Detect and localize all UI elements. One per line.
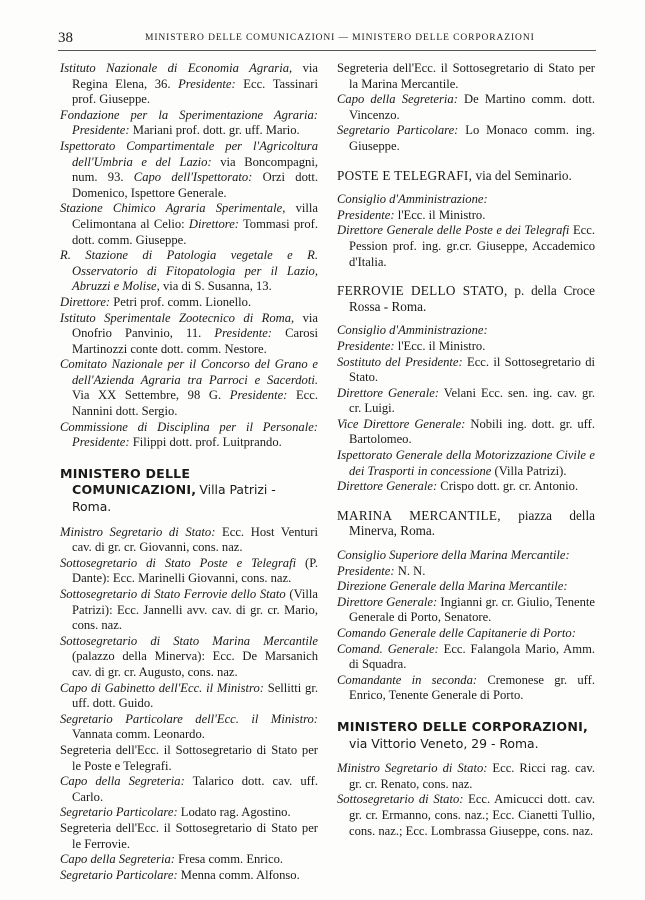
entry-title: Ministro Segretario di Stato: <box>337 761 488 776</box>
directory-entry <box>337 208 595 224</box>
entry-title: Segretario Particolare: <box>60 805 178 820</box>
directory-entry <box>337 761 595 792</box>
directory-entry <box>337 626 595 642</box>
section-name: MARINA MERCANTILE, <box>337 507 501 523</box>
directory-entry <box>337 92 595 123</box>
entry-text: Segreteria dell'Ecc. il Sottosegretario di Stato per le Poste e Telegrafi. <box>60 742 318 773</box>
entry-text: Segreteria dell'Ecc. il Sottosegretario di Stato per la Marina Mercantile. <box>337 61 595 91</box>
directory-entry <box>337 792 595 839</box>
directory-entry <box>60 525 318 556</box>
directory-entry <box>337 223 595 270</box>
directory-entry <box>337 192 595 208</box>
directory-entry <box>337 448 595 479</box>
left-column <box>60 61 318 883</box>
entry-text: Vannata comm. Leonardo. <box>72 727 205 742</box>
entry-text: Lo Monaco comm. ing. Giuseppe. <box>349 123 595 153</box>
entry-text: Ecc. Ricci rag. cav. gr. cr. Renato, cons. naz. <box>349 761 595 791</box>
directory-entry <box>337 479 595 495</box>
entry-title: Comand. Generale: <box>337 641 439 656</box>
entry-text: via Regina Elena, 36. <box>72 61 318 91</box>
directory-entry <box>337 417 595 448</box>
entry-text: Crispo dott. gr. cr. Antonio. <box>437 479 579 494</box>
entry-title: Presidente: <box>337 563 395 578</box>
entry-text: De Martino comm. dott. Vincenzo. <box>349 92 595 122</box>
directory-entry <box>337 673 595 704</box>
running-head: MINISTERO DELLE COMUNICAZIONI — MINISTERO DELLE CORPORAZIONI <box>145 33 535 43</box>
directory-entry <box>60 248 318 295</box>
entry-text: via di S. Susanna, 13. <box>159 279 272 294</box>
entry-title: Direttore: <box>188 216 239 231</box>
entry-title: Direttore Generale: <box>337 594 438 609</box>
entry-title: Istituto Sperimentale Zootecnico di Roma, <box>60 310 295 325</box>
entry-text: via Onofrio Panvinio, 11. <box>72 310 318 341</box>
entry-title: Ispettorato Compartimentale per l'Agricoltura dell'Umbria e del Lazio: <box>60 138 318 169</box>
entry-text: Ecc. Pession prof. ing. gr.cr. Giuseppe, Accademico d'Italia. <box>349 223 595 269</box>
entry-title: Stazione Chimico Agraria Sperimentale, <box>60 201 286 216</box>
section-heading <box>337 168 595 184</box>
entry-title: Presidente: <box>337 338 395 353</box>
section-address: piazza della Minerva, Roma. <box>349 507 595 539</box>
directory-entry <box>337 564 595 580</box>
section-name: FERROVIE DELLO STATO, <box>337 283 508 299</box>
directory-entry <box>60 743 318 774</box>
entry-title: Segretario Particolare dell'Ecc. il Ministro: <box>60 711 318 726</box>
entry-title: R. Stazione di Patologia vegetale e R. Osservatorio di Fitopatologia per il Lazio, Abruzzi e Molise, <box>60 248 318 294</box>
entry-title: Segretario Particolare: <box>337 123 459 138</box>
entry-text: Carosi Martinozzi conte dott. comm. Nestore. <box>72 326 318 356</box>
directory-entry <box>337 642 595 673</box>
section-name: POSTE E TELEGRAFI, <box>337 167 473 183</box>
entry-text: Petri prof. comm. Lionello. <box>110 294 252 309</box>
entry-text: Orzi dott. Domenico, Ispettore Generale. <box>72 170 319 200</box>
directory-entry <box>60 357 318 419</box>
entry-title: Fondazione per la Sperimentazione Agraria: Presidente: <box>60 107 318 138</box>
directory-entry <box>60 774 318 805</box>
directory-entry <box>60 420 318 451</box>
entry-text: Mariani prof. dott. gr. uff. Mario. <box>129 123 300 138</box>
entry-text: N. N. <box>394 563 426 578</box>
directory-entry <box>60 139 318 201</box>
entry-title: Ispettorato Generale della Motorizzazione Civile e dei Trasporti in concessione <box>337 448 595 478</box>
entry-text: Via XX Settembre, 98 G. <box>72 388 230 403</box>
ministry-name: MINISTERO DELLE CORPORAZIONI, <box>337 718 588 734</box>
entry-text: Ecc. Nannini dott. Sergio. <box>72 388 318 419</box>
entry-text: Nobili ing. dott. gr. uff. Bartolomeo. <box>349 416 595 447</box>
entry-title: Sottosegretario di Stato Marina Mercantile <box>60 633 318 648</box>
entry-text: Segreteria dell'Ecc. il Sottosegretario di Stato per le Ferrovie. <box>60 820 318 851</box>
entry-title: Segretario Particolare: <box>60 867 178 882</box>
entry-text: Fresa comm. Enrico. <box>174 852 284 867</box>
entry-title: Direttore Generale: <box>337 385 440 400</box>
entry-title: Presidente: <box>229 388 288 403</box>
entry-title: Direttore Generale: <box>337 479 438 494</box>
entry-text: Sellitti gr. uff. dott. Guido. <box>72 680 318 711</box>
entry-text: Ecc. Amicucci dott. cav. gr. cr. Ermanno, cons. naz.; Ecc. Cianetti Tullio, cons. naz.; Ecc. Lombrassa Giuseppe, cons. naz. <box>349 792 595 838</box>
entry-text: Ecc. Tassinari prof. Giuseppe. <box>72 76 318 107</box>
entry-title: Direzione Generale della Marina Mercantile: <box>337 579 568 594</box>
directory-entry <box>337 386 595 417</box>
entry-text: Velani Ecc. sen. ing. cav. gr. cr. Luigi. <box>349 385 595 416</box>
entry-title: Comandante in seconda: <box>337 672 478 687</box>
entry-text: Cremonese gr. uff. Enrico, Tenente Generale di Porto. <box>349 672 595 703</box>
directory-entry <box>337 61 595 92</box>
ministry-heading <box>60 466 318 516</box>
entry-title: Ministro Segretario di Stato: <box>60 524 216 539</box>
entry-title: Capo della Segreteria: <box>337 92 458 107</box>
directory-entry <box>60 295 318 311</box>
entry-text: via Boncompagni, num. 93. <box>72 154 318 185</box>
entry-text: Ecc. Falangola Mario, Amm. di Squadra. <box>349 641 596 672</box>
section-heading <box>337 508 595 539</box>
entry-title: Presidente: <box>178 76 236 91</box>
entry-text: Filippi dott. prof. Luitprando. <box>129 435 282 450</box>
entry-title: Sottosegretario di Stato: <box>337 792 464 807</box>
entry-title: Sottosegretario di Stato Ferrovie dello Stato <box>60 587 286 601</box>
entry-title: Istituto Nazionale di Economia Agraria, <box>60 61 293 75</box>
entry-text: Talarico dott. cav. uff. Carlo. <box>72 774 318 804</box>
entry-title: Presidente: <box>337 207 395 222</box>
directory-entry <box>60 587 318 634</box>
directory-entry <box>60 821 318 852</box>
entry-text: Ecc. il Sottosegretario di Stato. <box>349 354 595 385</box>
entry-title: Capo della Segreteria: <box>60 852 175 867</box>
directory-entry <box>60 712 318 743</box>
entry-title: Consiglio Superiore della Marina Mercantile: <box>337 548 570 563</box>
directory-entry <box>60 681 318 712</box>
ministry-name: MINISTERO DELLE COMUNICAZIONI, <box>60 465 197 498</box>
directory-entry <box>337 339 595 355</box>
entry-text: (Villa Patrizi): Ecc. Jannelli avv. cav. di gr. cr. Mario, cons. naz. <box>72 587 318 633</box>
directory-entry <box>60 852 318 868</box>
directory-entry <box>60 805 318 821</box>
directory-entry <box>337 355 595 386</box>
directory-entry <box>337 579 595 595</box>
entry-title: Vice Direttore Generale: <box>337 416 466 431</box>
header-rule <box>58 50 596 51</box>
entry-title: Direttore: <box>60 294 111 309</box>
entry-text: Ingianni gr. cr. Giulio, Tenente Generale di Porto, Senatore. <box>349 594 595 625</box>
section-address: p. della Croce Rossa - Roma. <box>349 283 595 314</box>
entry-text: villa Celimontana al Celio: <box>72 201 318 231</box>
directory-entry <box>337 548 595 564</box>
ministry-address: via Vittorio Veneto, 29 - Roma. <box>349 735 539 751</box>
entry-title: Comando Generale delle Capitanerie di Porto: <box>337 626 576 640</box>
section-address: via del Seminario. <box>472 167 572 183</box>
ministry-address: Villa Patrizi - Roma. <box>72 482 276 515</box>
directory-entry <box>60 634 318 681</box>
directory-entry <box>337 323 595 339</box>
entry-text: l'Ecc. il Ministro. <box>394 338 486 353</box>
directory-entry <box>60 556 318 587</box>
entry-title: Capo della Segreteria: <box>60 774 185 789</box>
directory-entry <box>60 868 318 884</box>
directory-entry <box>60 201 318 248</box>
directory-entry <box>337 595 595 626</box>
entry-title: Sostituto del Presidente: <box>337 354 463 369</box>
entry-text: (Villa Patrizi). <box>491 463 567 478</box>
entry-title: Consiglio d'Amministrazione: <box>337 323 488 338</box>
section-heading <box>337 283 595 314</box>
entry-text: Ecc. Host Venturi cav. di gr. cr. Giovanni, cons. naz. <box>72 524 318 555</box>
page-number: 38 <box>58 30 73 46</box>
entry-text: Tommasi prof. dott. comm. Giuseppe. <box>72 216 319 247</box>
entry-title: Presidente: <box>214 326 272 341</box>
entry-title: Sottosegretario di Stato Poste e Telegrafi <box>60 555 297 570</box>
right-column <box>337 61 595 839</box>
directory-entry <box>337 123 595 154</box>
directory-entry <box>60 311 318 358</box>
entry-title: Commissione di Disciplina per il Personale: Presidente: <box>60 419 318 450</box>
entry-title: Direttore Generale delle Poste e dei Telegrafi <box>337 223 570 238</box>
ministry-heading <box>337 719 595 752</box>
entry-text: Lodato rag. Agostino. <box>177 805 291 820</box>
entry-title: Consiglio d'Amministrazione: <box>337 192 488 207</box>
entry-title: Capo dell'Ispettorato: <box>133 170 253 185</box>
entry-text: (palazzo della Minerva): Ecc. De Marsanich cav. di gr. cr. Augusto, cons. naz. <box>72 649 318 679</box>
directory-entry <box>60 61 318 108</box>
entry-text: l'Ecc. il Ministro. <box>394 207 486 222</box>
entry-title: Comitato Nazionale per il Concorso del Grano e dell'Azienda Agraria tra Parroci e Sacerdoti. <box>60 357 318 387</box>
entry-text: Menna comm. Alfonso. <box>177 867 300 882</box>
directory-entry <box>60 108 318 139</box>
entry-title: Capo di Gabinetto dell'Ecc. il Ministro: <box>60 680 264 695</box>
entry-text: (P. Dante): Ecc. Marinelli Giovanni, cons. naz. <box>72 555 318 586</box>
